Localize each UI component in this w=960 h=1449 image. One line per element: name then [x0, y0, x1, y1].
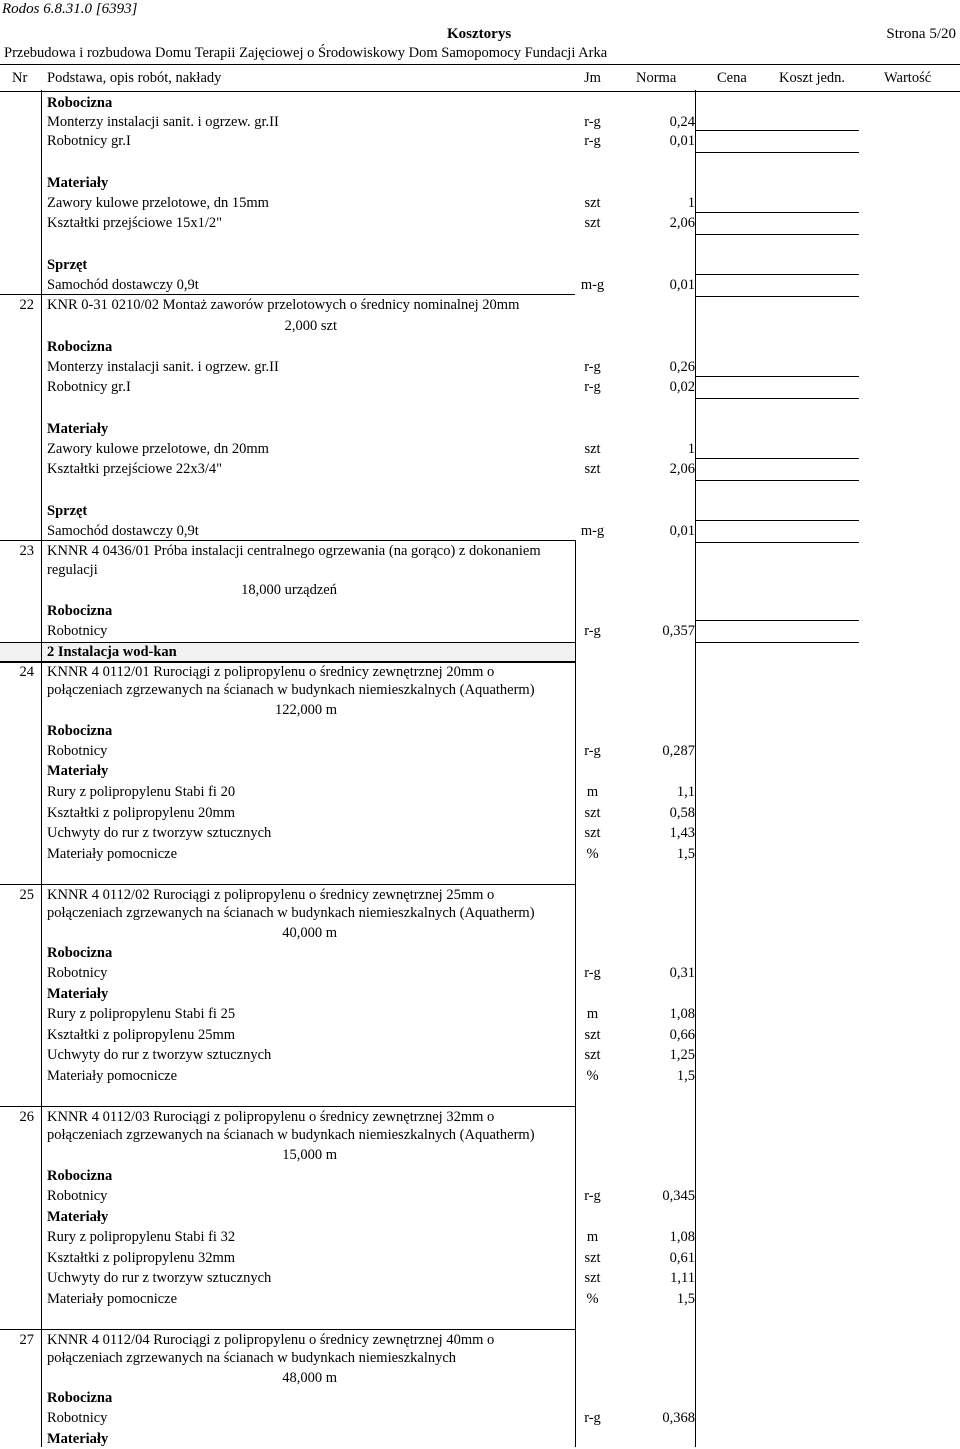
- norm-value: 0,61: [669, 1250, 695, 1266]
- category-row: [0, 1429, 960, 1449]
- unit: %: [586, 846, 599, 862]
- quantity: 48,000 m: [282, 1370, 337, 1386]
- norm-value: 2,06: [669, 215, 695, 231]
- position-row: [0, 662, 960, 682]
- quantity: 15,000 m: [282, 1147, 337, 1163]
- table-row: [0, 357, 960, 377]
- unit: szt: [584, 1270, 601, 1286]
- unit: szt: [584, 195, 601, 211]
- section-title: 2 Instalacja wod-kan: [47, 644, 177, 660]
- unit: szt: [584, 441, 601, 457]
- category-label: Robocizna: [47, 1390, 113, 1406]
- unit: szt: [584, 461, 601, 477]
- price-cell: [695, 376, 859, 399]
- norm-value: 1,5: [676, 846, 695, 862]
- table-row: [0, 580, 960, 600]
- table-row: [0, 903, 960, 923]
- description: Monterzy instalacji sanit. i ogrzew. gr.II: [47, 359, 279, 375]
- norm-value: 0,26: [669, 359, 695, 375]
- description: Kształtki z polipropylenu 20mm: [47, 805, 236, 821]
- column-divider: [695, 90, 696, 1447]
- description: KNNR 4 0436/01 Próba instalacji centralnego ogrzewania (na gorąco) z dokonaniem: [47, 543, 541, 559]
- table-row: [0, 700, 960, 720]
- quantity: 40,000 m: [282, 925, 337, 941]
- position-row: [0, 1107, 960, 1127]
- category-label: Robocizna: [47, 339, 113, 355]
- table-row: [0, 963, 960, 983]
- table-row: [0, 1186, 960, 1206]
- description: KNNR 4 0112/04 Rurociągi z polipropylenu o średnicy zewnętrznej 40mm o: [47, 1332, 495, 1348]
- category-label: Materiały: [47, 421, 109, 437]
- category-label: Sprzęt: [47, 257, 88, 273]
- table-header: [0, 64, 960, 92]
- norm-value: 0,01: [669, 523, 695, 539]
- row-divider: [0, 540, 575, 541]
- category-row: [0, 984, 960, 1004]
- norm-value: 1,1: [676, 784, 695, 800]
- table-row: [0, 1248, 960, 1268]
- unit: szt: [584, 805, 601, 821]
- row-divider: [0, 662, 575, 663]
- norm-value: 1,5: [676, 1291, 695, 1307]
- price-cell: [695, 274, 859, 297]
- category-label: Materiały: [47, 175, 109, 191]
- norm-value: 0,357: [662, 623, 695, 639]
- category-label: Robocizna: [47, 723, 113, 739]
- description: Materiały pomocnicze: [47, 846, 178, 862]
- description: Robotnicy: [47, 1188, 108, 1204]
- category-label: Robocizna: [47, 945, 113, 961]
- position-row: [0, 541, 960, 561]
- table-row: [0, 1289, 960, 1309]
- description: Materiały pomocnicze: [47, 1068, 178, 1084]
- description: Samochód dostawczy 0,9t: [47, 277, 199, 293]
- unit: r-g: [584, 114, 601, 130]
- category-row: [0, 601, 960, 621]
- category-label: Robocizna: [47, 1168, 113, 1184]
- description: Kształtki przejściowe 22x3/4": [47, 461, 223, 477]
- row-divider: [0, 294, 575, 295]
- norm-value: 1,43: [669, 825, 695, 841]
- price-cell: [695, 130, 859, 153]
- header-wartosc: Wartość: [884, 70, 932, 86]
- norm-value: 1: [687, 195, 695, 211]
- category-label: Materiały: [47, 1431, 109, 1447]
- price-cell: [695, 620, 859, 643]
- table-row: [0, 316, 960, 336]
- table-row: [0, 1145, 960, 1165]
- norm-value: 1,25: [669, 1047, 695, 1063]
- category-row: [0, 761, 960, 781]
- description: KNNR 4 0112/01 Rurociągi z polipropylenu o średnicy zewnętrznej 20mm o: [47, 664, 495, 680]
- category-label: Sprzęt: [47, 503, 88, 519]
- unit: r-g: [584, 1188, 601, 1204]
- unit: r-g: [584, 623, 601, 639]
- description: Kształtki z polipropylenu 32mm: [47, 1250, 236, 1266]
- description: połączeniach zgrzewanych na ścianach w budynkach niemieszkalnych (Aquatherm): [47, 682, 535, 698]
- unit: szt: [584, 1250, 601, 1266]
- norm-value: 0,66: [669, 1027, 695, 1043]
- unit: szt: [584, 825, 601, 841]
- table-row: [0, 803, 960, 823]
- description: Kształtki z polipropylenu 25mm: [47, 1027, 236, 1043]
- position-number: 25: [19, 887, 34, 903]
- category-row: [0, 1207, 960, 1227]
- description: połączeniach zgrzewanych na ścianach w budynkach niemieszkalnych: [47, 1350, 457, 1366]
- unit: m: [586, 784, 599, 800]
- table-row: [0, 1025, 960, 1045]
- unit: m: [586, 1229, 599, 1245]
- page-number: Strona 5/20: [886, 26, 956, 42]
- price-cell: [695, 212, 859, 235]
- unit: r-g: [584, 133, 601, 149]
- category-row: [0, 173, 960, 193]
- table-row: [0, 112, 960, 132]
- description: Rury z polipropylenu Stabi fi 25: [47, 1006, 236, 1022]
- header-koszt: Koszt jedn.: [779, 70, 846, 86]
- table-row: [0, 741, 960, 761]
- category-row: [0, 337, 960, 357]
- norm-value: 0,01: [669, 277, 695, 293]
- norm-value: 2,06: [669, 461, 695, 477]
- position-number: 22: [19, 297, 34, 313]
- table-row: [0, 1368, 960, 1388]
- norm-value: 0,287: [662, 743, 695, 759]
- description: KNNR 4 0112/02 Rurociągi z polipropylenu o średnicy zewnętrznej 25mm o: [47, 887, 495, 903]
- position-number: 23: [19, 543, 34, 559]
- table-row: [0, 823, 960, 843]
- description: Uchwyty do rur z tworzyw sztucznych: [47, 1047, 272, 1063]
- unit: szt: [584, 215, 601, 231]
- category-label: Materiały: [47, 1209, 109, 1225]
- norm-value: 0,02: [669, 379, 695, 395]
- position-row: [0, 885, 960, 905]
- unit: r-g: [584, 1410, 601, 1426]
- norm-value: 0,01: [669, 133, 695, 149]
- table-row: [0, 923, 960, 943]
- description: Robotnicy: [47, 743, 108, 759]
- norm-value: 1,08: [669, 1006, 695, 1022]
- unit: r-g: [584, 379, 601, 395]
- position-row: [0, 295, 960, 315]
- unit: m-g: [580, 277, 605, 293]
- price-cell: [695, 520, 859, 543]
- unit: r-g: [584, 965, 601, 981]
- description: Rury z polipropylenu Stabi fi 20: [47, 784, 236, 800]
- unit: szt: [584, 1027, 601, 1043]
- table-row: [0, 439, 960, 459]
- position-row: [0, 1330, 960, 1350]
- description: Kształtki przejściowe 15x1/2": [47, 215, 223, 231]
- description: Robotnicy gr.I: [47, 133, 131, 149]
- position-number: 26: [19, 1109, 34, 1125]
- unit: szt: [584, 1047, 601, 1063]
- table-row: [0, 1348, 960, 1368]
- description: Samochód dostawczy 0,9t: [47, 523, 199, 539]
- category-label: Materiały: [47, 986, 109, 1002]
- description: Robotnicy: [47, 623, 108, 639]
- header-nr: Nr: [12, 70, 28, 86]
- description: regulacji: [47, 562, 98, 578]
- table-row: [0, 1125, 960, 1145]
- description: Rury z polipropylenu Stabi fi 32: [47, 1229, 236, 1245]
- table-row: [0, 642, 960, 662]
- table-row: [0, 782, 960, 802]
- header-cena: Cena: [717, 70, 747, 86]
- description: Monterzy instalacji sanit. i ogrzew. gr.II: [47, 114, 279, 130]
- column-divider: [41, 90, 42, 1447]
- norm-value: 1: [687, 441, 695, 457]
- description: Uchwyty do rur z tworzyw sztucznych: [47, 825, 272, 841]
- description: Robotnicy: [47, 1410, 108, 1426]
- project-name: Przebudowa i rozbudowa Domu Terapii Zajęciowej o Środowiskowy Dom Samopomocy Fundacji Arka: [4, 45, 608, 61]
- category-row: [0, 501, 960, 521]
- description: Robotnicy gr.I: [47, 379, 131, 395]
- category-row: [0, 255, 960, 275]
- header-desc: Podstawa, opis robót, nakłady: [47, 70, 222, 86]
- norm-value: 0,368: [662, 1410, 695, 1426]
- table-row: [0, 193, 960, 213]
- table-row: [0, 1408, 960, 1428]
- quantity: 18,000 urządzeń: [241, 582, 337, 598]
- table-row: [0, 680, 960, 700]
- table-row: [0, 1066, 960, 1086]
- row-divider: [0, 1106, 575, 1107]
- document-title: Kosztorys: [447, 26, 512, 42]
- description: połączeniach zgrzewanych na ścianach w budynkach niemieszkalnych (Aquatherm): [47, 1127, 535, 1143]
- category-label: Robocizna: [47, 95, 113, 111]
- row-divider: [0, 1329, 575, 1330]
- unit: %: [586, 1068, 599, 1084]
- norm-value: 0,24: [669, 114, 695, 130]
- category-row: [0, 721, 960, 741]
- price-cell: [695, 458, 859, 481]
- category-row: [0, 419, 960, 439]
- category-label: Materiały: [47, 763, 109, 779]
- table-row: [0, 1227, 960, 1247]
- table-row: [0, 1268, 960, 1288]
- table-row: [0, 560, 960, 580]
- unit: m-g: [580, 523, 605, 539]
- unit: r-g: [584, 359, 601, 375]
- norm-value: 1,08: [669, 1229, 695, 1245]
- norm-value: 1,11: [670, 1270, 695, 1286]
- norm-value: 0,31: [669, 965, 695, 981]
- row-divider: [0, 884, 575, 885]
- table-row: [0, 1004, 960, 1024]
- quantity: 122,000 m: [274, 702, 337, 718]
- column-divider: [575, 540, 576, 1447]
- description: Materiały pomocnicze: [47, 1291, 178, 1307]
- description: Zawory kulowe przelotowe, dn 15mm: [47, 195, 269, 211]
- header-jm: Jm: [584, 70, 601, 86]
- category-label: Robocizna: [47, 603, 113, 619]
- norm-value: 0,345: [662, 1188, 695, 1204]
- table-row: [0, 1045, 960, 1065]
- unit: %: [586, 1291, 599, 1307]
- description: połączeniach zgrzewanych na ścianach w budynkach niemieszkalnych (Aquatherm): [47, 905, 535, 921]
- position-number: 27: [19, 1332, 34, 1348]
- header-norma: Norma: [636, 70, 677, 86]
- description: KNR 0-31 0210/02 Montaż zaworów przelotowych o średnicy nominalnej 20mm: [47, 297, 520, 313]
- description: Zawory kulowe przelotowe, dn 20mm: [47, 441, 269, 457]
- unit: r-g: [584, 743, 601, 759]
- unit: m: [586, 1006, 599, 1022]
- category-row: [0, 943, 960, 963]
- category-row: [0, 1166, 960, 1186]
- table-row: [0, 844, 960, 864]
- description: KNNR 4 0112/03 Rurociągi z polipropylenu o średnicy zewnętrznej 32mm o: [47, 1109, 495, 1125]
- category-row: [0, 1388, 960, 1408]
- norm-value: 1,5: [676, 1068, 695, 1084]
- quantity: 2,000 szt: [284, 318, 337, 334]
- description: Robotnicy: [47, 965, 108, 981]
- description: Uchwyty do rur z tworzyw sztucznych: [47, 1270, 272, 1286]
- position-number: 24: [19, 664, 34, 680]
- category-row: [0, 93, 960, 113]
- app-title: Rodos 6.8.31.0 [6393]: [2, 1, 138, 17]
- norm-value: 0,58: [669, 805, 695, 821]
